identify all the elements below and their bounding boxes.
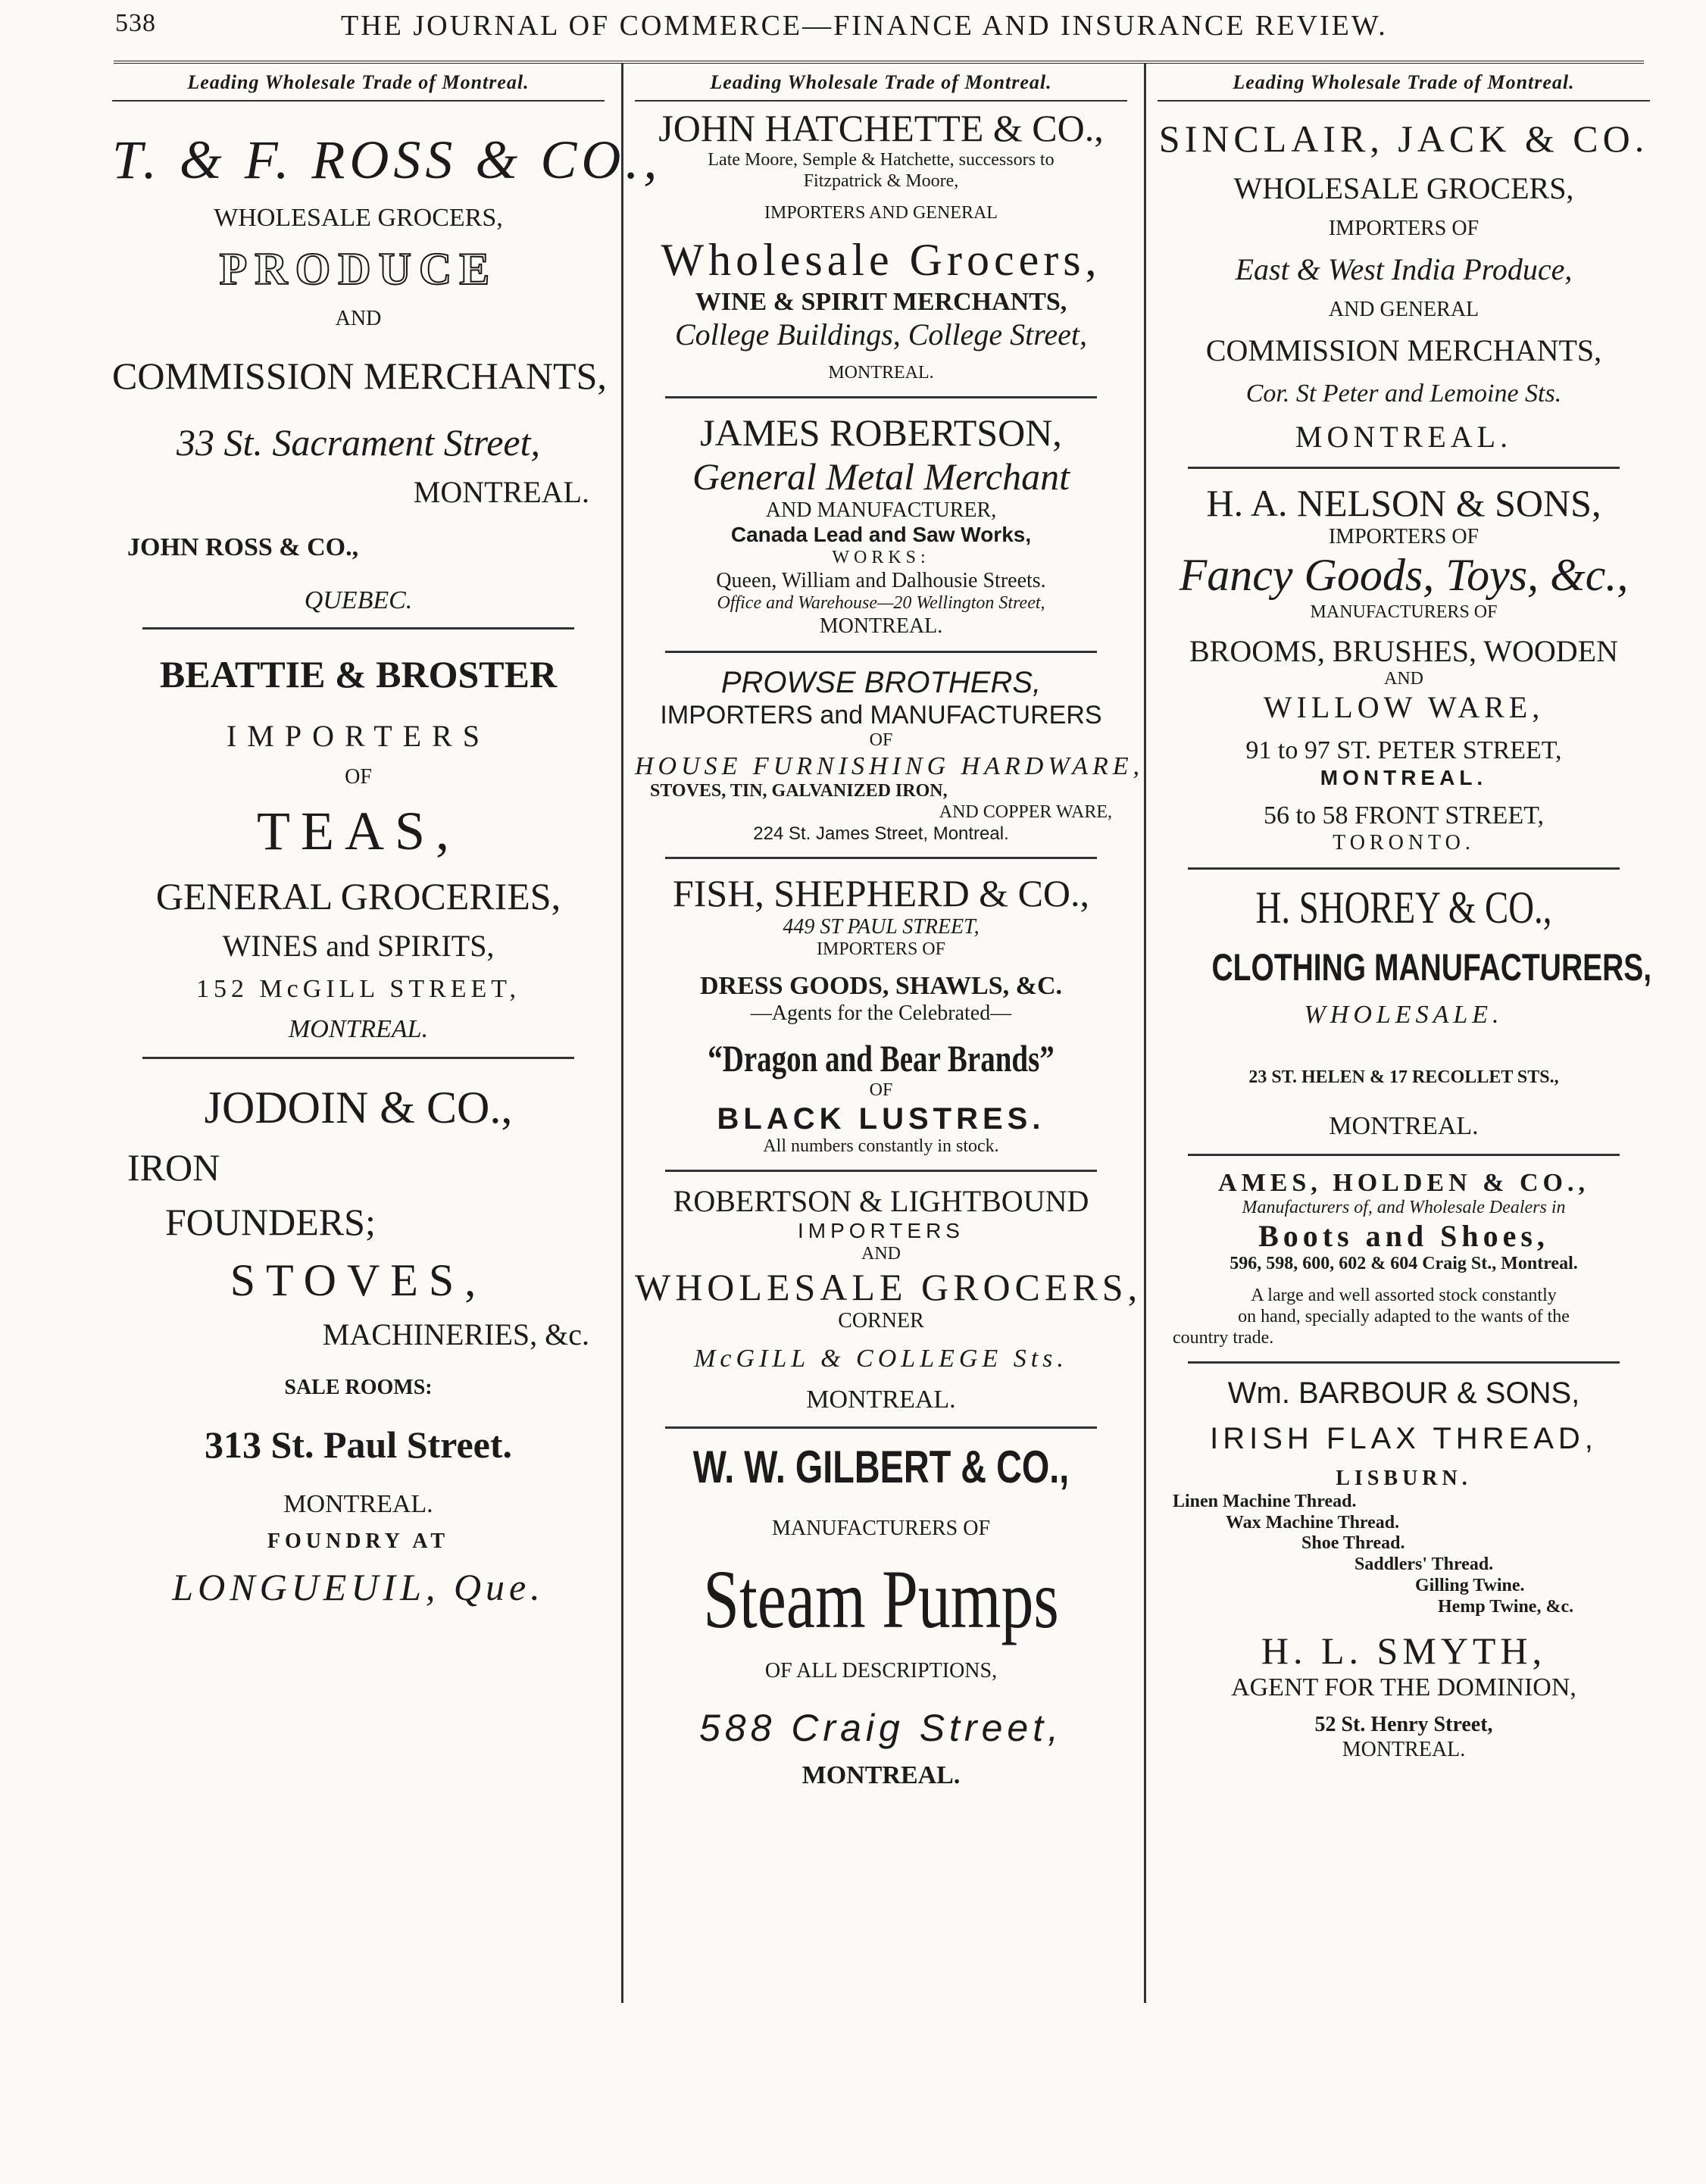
column-3 xyxy=(1158,70,1650,2024)
ad-title: ROBERTSON & LIGHTBOUND xyxy=(673,1184,1089,1219)
column-heading: Leading Wholesale Trade of Montreal. xyxy=(635,70,1127,102)
page-number: 538 xyxy=(115,9,156,37)
ad-sinclair: SINCLAIR, JACK & CO. WHOLESALE GROCERS, IMPORTERS OF East & West India Produce, AND GENERAL COMMISSION MERCHANTS, Cor. St Peter and Lemoine Sts. MONTREAL. xyxy=(1158,117,1649,454)
ad-title: JAMES ROBERTSON, xyxy=(700,411,1062,454)
ad-separator xyxy=(665,1426,1097,1429)
ad-prowse: PROWSE BROTHERS, IMPORTERS and MANUFACTURERS OF HOUSE FURNISHING HARDWARE, STOVES, TIN, GALVANIZED IRON, AND COPPER WARE, 224 St. James Street, Montreal. xyxy=(635,666,1145,845)
ad-separator xyxy=(665,1170,1097,1172)
ad-separator xyxy=(1188,1361,1620,1364)
ad-separator xyxy=(1188,1154,1620,1156)
page-header xyxy=(106,6,1667,52)
ad-title: SINCLAIR, JACK & CO. xyxy=(1158,117,1649,160)
ad-separator xyxy=(1188,467,1620,469)
ad-beattie: BEATTIE & BROSTER IMPORTERS OF TEAS, GENERAL GROCERIES, WINES and SPIRITS, 152 McGILL STREET, MONTREAL. xyxy=(112,637,605,1049)
ad-separator xyxy=(142,627,574,630)
ad-fish: FISH, SHEPHERD & CO., 449 ST PAUL STREET, IMPORTERS OF DRESS GOODS, SHAWLS, &C. —Agents for the Celebrated— “Dragon and Bear Brands” OF BLACK LUSTRES. All numbers constantly in stock. xyxy=(635,867,1127,1162)
ad-robertson: JAMES ROBERTSON, General Metal Merchant AND MANUFACTURER, Canada Lead and Saw Works, WORKS: Queen, William and Dalhousie Streets. Office and Warehouse—20 Wellington Street, MONTREAL. xyxy=(635,406,1127,644)
ad-separator xyxy=(665,857,1097,859)
ad-ames: AMES, HOLDEN & CO., Manufacturers of, and Wholesale Dealers in Boots and Shoes, 596, 598, 600, 602 & 604 Craig St., Montreal. A large and well assorted stock constantly on hand, specially adapted to the wants of the country trade. xyxy=(1158,1164,1650,1354)
ad-title: JODOIN & CO., xyxy=(204,1082,513,1133)
ad-separator xyxy=(1188,867,1620,870)
column-rule xyxy=(1144,64,1146,2003)
ad-title: FISH, SHEPHERD & CO., xyxy=(672,871,1090,914)
ad-gilbert: W. W. GILBERT & CO., MANUFACTURERS OF Steam Pumps OF ALL DESCRIPTIONS, 588 Craig Street, MONTREAL. xyxy=(635,1436,1127,1795)
ad-barbour: Wm. BARBOUR & SONS, IRISH FLAX THREAD, LISBURN. Linen Machine Thread. Wax Machine Thread. Shoe Thread. Saddlers' Thread. Gilling Twine. Hemp Twine, &c. H. L. SMYTH, AGENT FOR THE DOMINION, 52 St. Henry Street, MONTREAL. xyxy=(1158,1371,1650,1767)
ad-title: H. A. NELSON & SONS, xyxy=(1206,481,1601,524)
ad-hatchette: JOHN HATCHETTE & CO., Late Moore, Semple & Hatchette, successors to Fitzpatrick & Moore, IMPORTERS AND GENERAL Wholesale Grocers, WINE & SPIRIT MERCHANTS, College Buildings, College Street, MONTREAL. xyxy=(635,102,1127,389)
ad-jodoin: JODOIN & CO., IRON FOUNDERS; STOVES, MACHINERIES, &c. SALE ROOMS: 313 St. Paul Street. MONTREAL. FOUNDRY AT LONGUEUIL, Que. xyxy=(112,1067,605,1614)
ad-title: Wm. BARBOUR & SONS, xyxy=(1227,1376,1580,1410)
ad-title: PROWSE BROTHERS, xyxy=(720,666,1042,700)
column-1 xyxy=(112,70,662,2024)
ad-nelson: H. A. NELSON & SONS, IMPORTERS OF Fancy Goods, Toys, &c., MANUFACTURERS OF BROOMS, BRUSHES, WOODEN AND WILLOW WARE, 91 to 97 ST. PETER STREET, MONTREAL. 56 to 58 FRONT STREET, TORONTO. xyxy=(1158,476,1650,860)
column-rule xyxy=(621,64,623,2003)
ad-title: AMES, HOLDEN & CO., xyxy=(1218,1168,1589,1197)
ad-title: BEATTIE & BROSTER xyxy=(159,653,558,696)
ad-shorey: H. SHOREY & CO., CLOTHING MANUFACTURERS, WHOLESALE. 23 ST. HELEN & 17 RECOLLET STS., MONTREAL. xyxy=(1211,883,1652,1141)
ad-separator xyxy=(142,1057,574,1059)
ad-title: JOHN HATCHETTE & CO., xyxy=(658,107,1104,149)
column-2 xyxy=(635,70,1145,2024)
column-heading: Leading Wholesale Trade of Montreal. xyxy=(1158,70,1650,102)
ad-title: H. SHOREY & CO., xyxy=(1255,883,1552,933)
ad-separator xyxy=(665,396,1097,398)
ad-ross: T. & F. ROSS & CO., WHOLESALE GROCERS, PRODUCE AND COMMISSION MERCHANTS, 33 St. Sacrament Street, MONTREAL. JOHN ROSS & CO., QUEBEC. xyxy=(112,130,662,614)
ad-title: T. & F. ROSS & CO., xyxy=(112,130,662,190)
ad-separator xyxy=(665,651,1097,653)
ad-lightbound: ROBERTSON & LIGHTBOUND IMPORTERS AND WHOLESALE GROCERS, CORNER McGILL & COLLEGE Sts. MONTREAL. xyxy=(635,1184,1142,1414)
column-heading: Leading Wholesale Trade of Montreal. xyxy=(112,70,605,102)
journal-title: THE JOURNAL OF COMMERCE—FINANCE AND INSURANCE REVIEW. xyxy=(341,10,1388,42)
produce-heading: PRODUCE xyxy=(219,243,498,294)
ad-title: W. W. GILBERT & CO., xyxy=(692,1442,1070,1493)
header-rule xyxy=(114,61,1644,64)
